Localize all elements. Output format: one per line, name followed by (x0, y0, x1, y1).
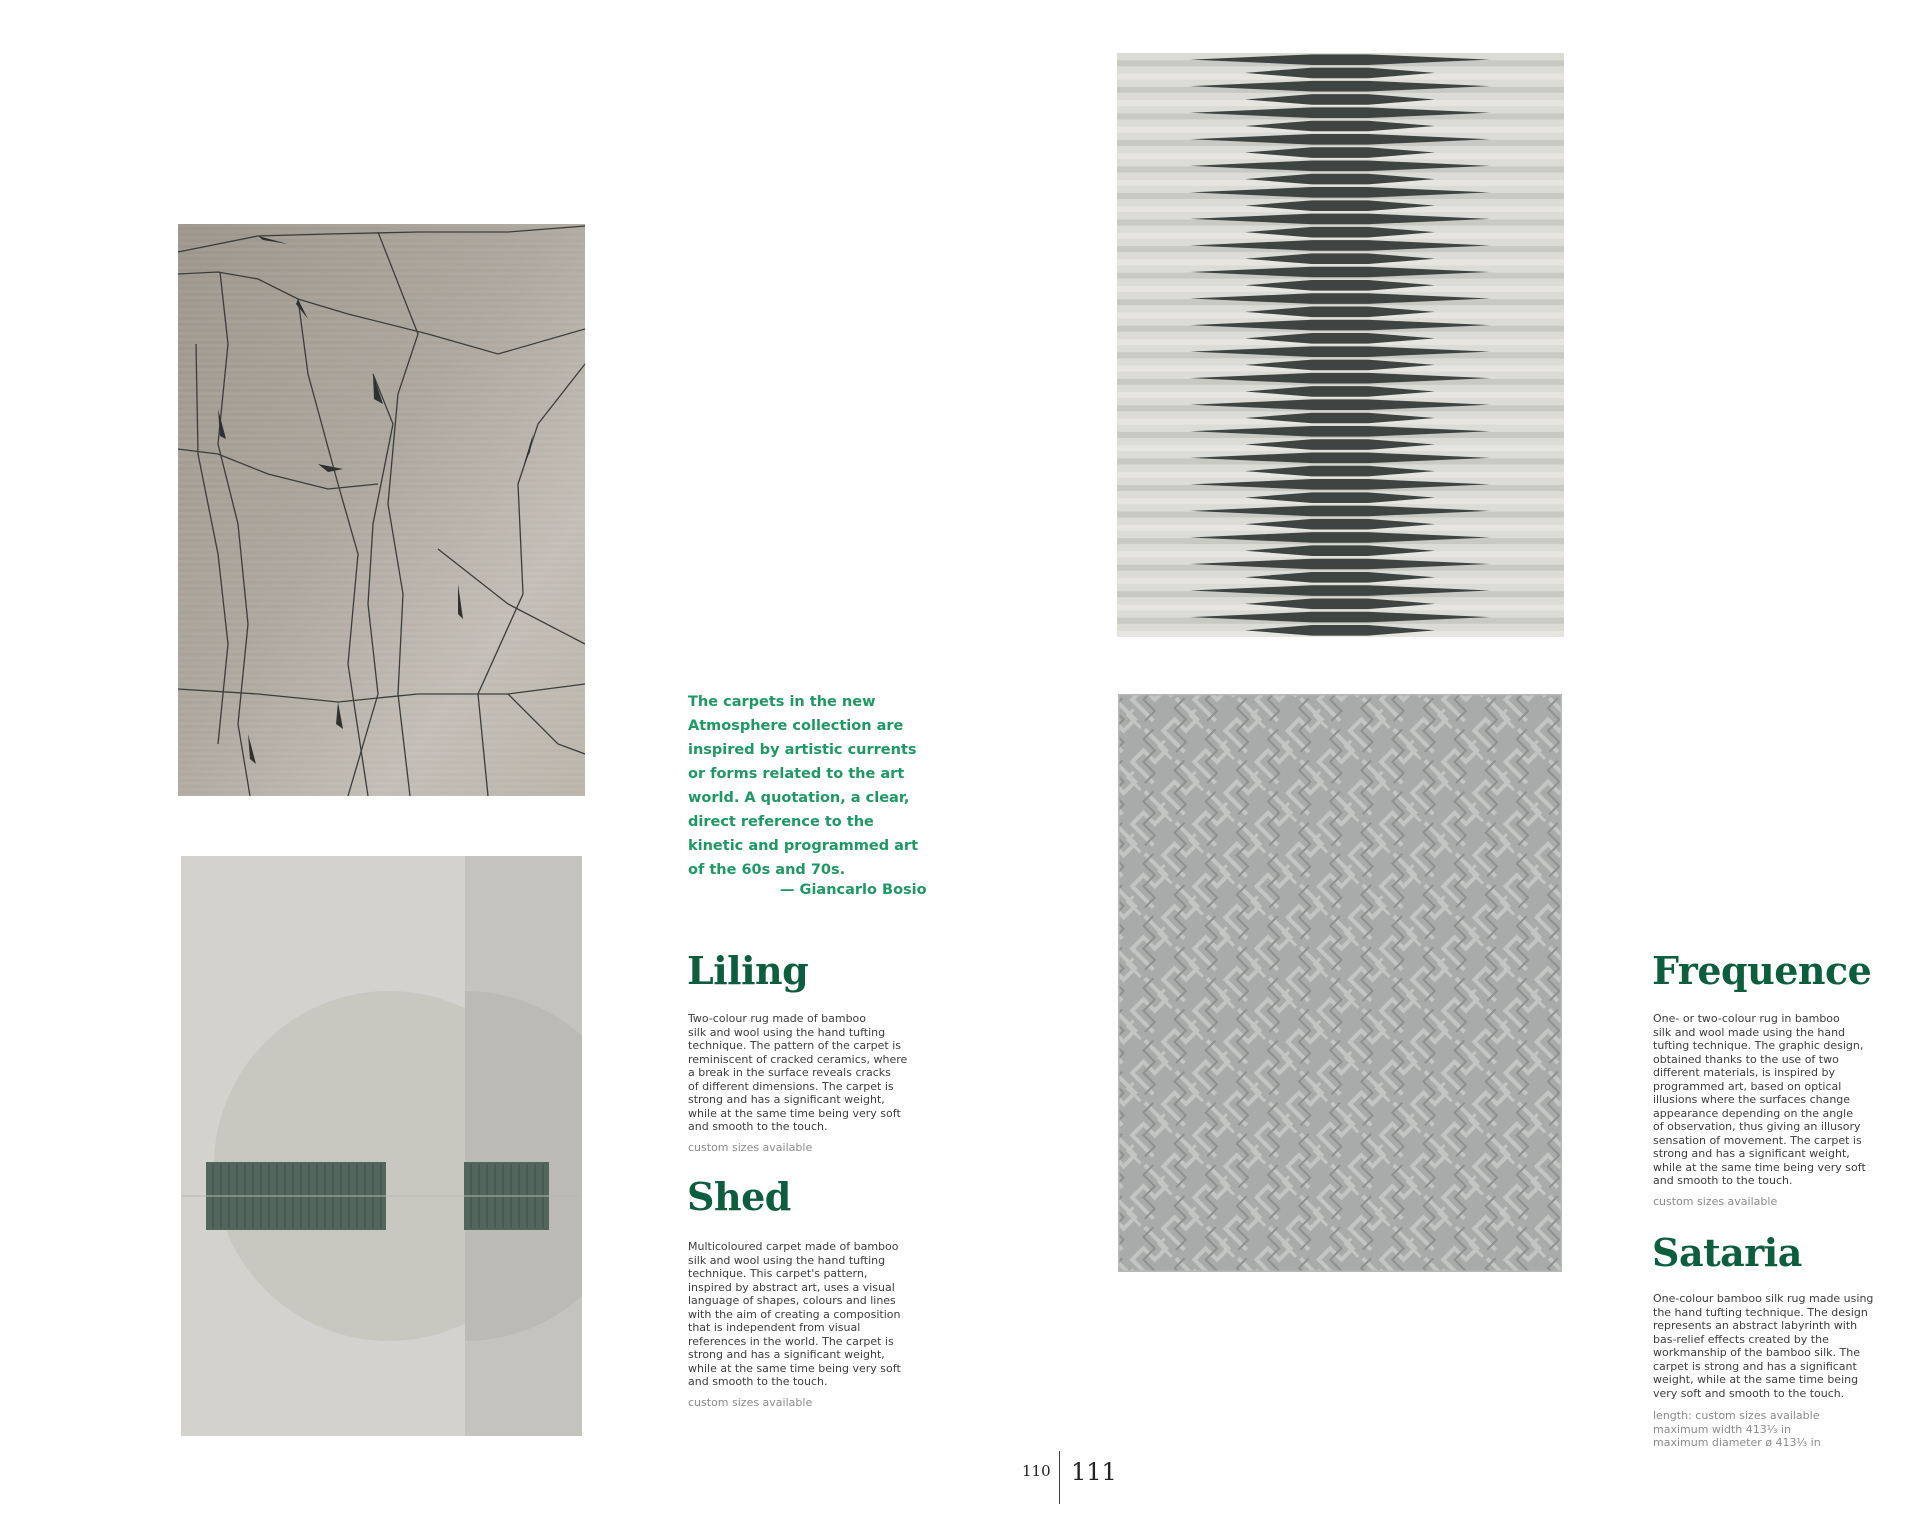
sataria-rug-illustration (1118, 694, 1562, 1272)
sataria-size-note: length: custom sizes available maximum width 413⅓ in maximum diameter ø 413⅓ in (1653, 1409, 1821, 1449)
liling-description: Two-colour rug made of bamboo silk and wool using the hand tufting technique. The pattern of the carpet is reminiscent of cracked ceramics, where a break in the surface reveals cracks of different dimensions. The carpet is strong and has a significant weight, while at the same time being very soft and smooth to the touch. (688, 1012, 908, 1133)
shed-size-note: custom sizes available (688, 1396, 813, 1409)
page-divider (1059, 1451, 1060, 1504)
page-number-right: 111 (1071, 1458, 1117, 1486)
frequence-rug-image (1117, 53, 1564, 637)
shed-rug-illustration (181, 856, 582, 1436)
collection-quote: The carpets in the new Atmosphere collection are inspired by artistic currents or forms related to the art world. A quotation, a clear, direct reference to the kinetic and programmed art of the 60s and 70s. (688, 694, 919, 878)
page-number-left: 110 (1022, 1462, 1051, 1480)
liling-title: Liling (687, 948, 809, 993)
liling-rug-image (178, 224, 585, 796)
frequence-title: Frequence (1652, 948, 1872, 993)
shed-title: Shed (687, 1174, 791, 1219)
liling-rug-illustration (178, 224, 585, 796)
liling-size-note: custom sizes available (688, 1141, 813, 1154)
shed-description: Multicoloured carpet made of bamboo silk and wool using the hand tufting technique. This carpet's pattern, inspired by abstract art, uses a visual language of shapes, colours and lines with the aim of creating a composition that is independent from visual references in the world. The carpet is strong and has a significant weight, while at the same time being very soft and smooth to the touch. (688, 1240, 901, 1388)
quote-author: — Giancarlo Bosio (780, 882, 927, 898)
sataria-title: Sataria (1652, 1230, 1802, 1275)
sataria-description: One-colour bamboo silk rug made using the hand tufting technique. The design represents an abstract labyrinth with bas-relief effects created by the workmanship of the bamboo silk. The carpet is strong and has a significant weight, while at the same time being very soft and smooth to the touch. (1653, 1292, 1874, 1400)
frequence-description: One- or two-colour rug in bamboo silk and wool made using the hand tufting technique. The graphic design, obtained thanks to the use of two different materials, is inspired by programmed art, based on optical illusions where the surfaces change appearance depending on the angle of observation, thus giving an illusory sensation of movement. The carpet is strong and has a significant weight, while at the same time being very soft and smooth to the touch. (1653, 1012, 1866, 1187)
sataria-rug-image (1118, 694, 1562, 1272)
frequence-size-note: custom sizes available (1653, 1195, 1778, 1208)
shed-rug-image (181, 856, 582, 1436)
frequence-rug-illustration (1117, 53, 1564, 637)
